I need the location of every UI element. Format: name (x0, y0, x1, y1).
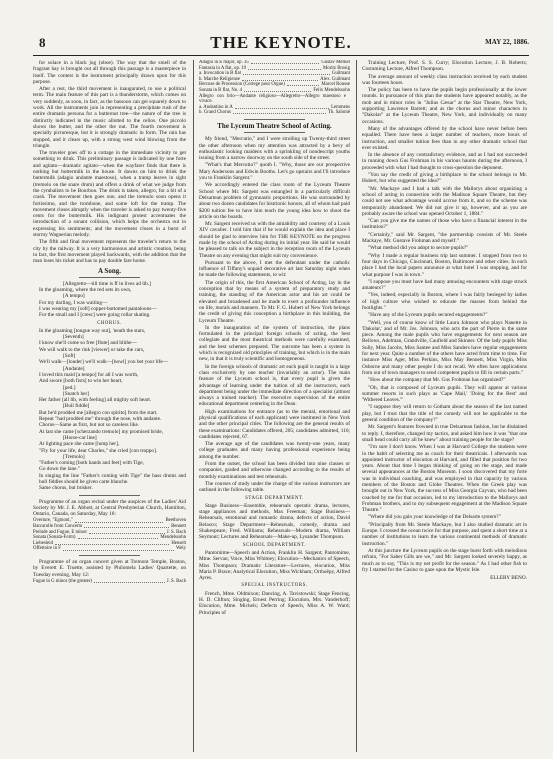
article-title: The Lyceum Theatre School of Acting. (217, 121, 332, 130)
page-number: 8 (39, 35, 46, 50)
program-piece: a. Invocation in B flat (199, 71, 241, 77)
program-piece: Fantasia in A flat, op. 19 (199, 65, 247, 71)
chorus-label: CHORUS. (97, 320, 122, 326)
paragraph: The traveler goes off to a cottage in the immediate vicinity to get something to drink. This preliminary passage is indicated by one forte and agitato—dramatic agitato—when the wayfarer finds that there is nothing but buttermilk in the house. It dawns on him to drink the buttermilk (adagio andante maestoso), when a tramp leaves in sight (tremolo on the snare drum) and offers a drink of what we judge from the cymbalists to be Bourbon. The drink is taken, allegro, for a bit of a crash. The movement then goes one, and the tremolo soon opens it fortissimo, and the trombone, and some loft for the tramp. The movement closes abruptly when the traveler is asked to pay twenty-five cents for the buttermilk. His indignant protest accentuates the introduction of a sonant collision, which helps the orchestra out in expressing his sentiments; and the movement closes in a burst of stormy Wagnerian melody. (33, 150, 186, 239)
paragraph: The fifth and final movement represents the traveler's return to the city by the railway. It is a very harmonious and artistic creation, being in fact, the first movement played backwards, with the addition that the man loses his ticket and has to pay double fare home. (33, 239, 186, 265)
leader-dots (242, 77, 318, 81)
paragraph: From the outset, the school has been divided into nine classes or companies, graded and otherwise changed according to the results of monthly examinations and test rehearsals. (199, 461, 350, 480)
paragraph: "You say the credit of giving a birthplace to the school belongs to Mr. Hubert, but who suggested the idea?" (362, 172, 527, 185)
program-composer: Henselt (171, 540, 186, 546)
paragraph: Training Lecture, Prof. S. S. Curry; Elocution Lecture, J. B. Roberts; Costuming Lecture, Alfred Thompson. (362, 60, 527, 73)
verse-line: I loved this maid [a tempo] for all I was worth, (39, 371, 139, 378)
verse-line: [Andante] (63, 365, 85, 372)
leader-dots (287, 82, 320, 86)
leader-dots (94, 579, 165, 583)
masthead: THE KEYNOTE. (210, 33, 352, 52)
paragraph: We accordingly entered the class room of the Lyceum Theatre School where Mr. Sargent was entangled in a particularly difficult Delsartean problem of gymnastic proportions. He was surrounded by about two dozen candidates for histrionic honors, all of whom had paid $200 tuition fee to have him teach the young idea how to shoot the article on the boards. (199, 182, 350, 220)
verse-line: In the gloaming, where the red sets its own, (39, 287, 132, 294)
paragraph: for solace in a black jug (oboe). The way that the smell of the fragrant hay is brought out all through this passage is a masterpiece in itself. The contest is the instrument principally drawn upon for this purpose. (33, 60, 186, 85)
verse-line: I know she'll come so free [flute] and blithe— (39, 340, 137, 347)
paragraph: After a rest, the third movement is inaugurated, to use a political term. The main feature of this part is a thunderstorm, which comes on very suddenly, as soon, in fact, as the bassoon can get squarely down to work. All the instruments join in representing a precipitate rush of the entire dramatis persona for a butternut tree—the nature of the tree is distinctly indicated in the music allotted to the cellos. One piccolo shows the butter, and the other the nut. The fourth movement is specially picturesque, but it is strongly dramatic in form. The rain has stopped, and it clears up, with a strong west wind blowing from the triangle. (33, 86, 186, 149)
paragraph: High examinations for entrance (as to the mental, emotional and physical qualifications of each applicant) were instituted in New York and the other principal cities. The following are the general results of these examinations: Candidates offered, 205; candidates admitted, 110; candidates rejected, 67. (199, 408, 350, 440)
divider (79, 555, 140, 556)
verse-line: We will walk to the rink [viewer] or take the cars, (39, 346, 145, 353)
program-item (33, 579, 186, 585)
issue-date: MAY 22, 1886. (485, 38, 529, 46)
program-composer: Moritz Brosig (322, 65, 350, 71)
program-composer: Beethoven (165, 518, 186, 524)
paragraph: "Principally from Mr. Steele Mackaye, but I also studied dramatic art in Europe. I crossed the ocean twice for that purpose, and spent a short time at a number of institutions to learn the various continental methods of dramatic instruction." (362, 521, 527, 547)
leader-dots (78, 535, 159, 539)
program-piece: Fugue in G minor (the greater) (33, 578, 93, 584)
verse-line: [Seventh] (63, 334, 84, 341)
program-list (33, 518, 186, 552)
verse-line: At lighting pace she came [lump her], (39, 441, 120, 448)
verse-line: For my darling, I was waiting— (39, 299, 108, 306)
paragraph: The origin of this, the first American School of Acting, lay in the conception that by means of a system of preparatory study and training, the standing of the American actor and his art could be elevated and broadened and he made to exert a profounder influence on life, morals and manners. To Mr. F. G. Hubert of New York belongs the credit of giving this conception a birthplace in this building, the Lyceum Theatre. (199, 279, 350, 324)
program-composer: Wely (175, 546, 186, 552)
verse-line: For the small and I [cresc] were going rollar skating. (39, 312, 151, 319)
stage-department-label: STAGE DEPARTMENT. (245, 495, 304, 501)
verse-line: [A tempo] (63, 293, 85, 300)
paragraph: Pursuant to the above, I met the defendant under the catholic influence of Tiffany's unpaid decorative art last Saturday night when he made the following statements, to wit: (199, 259, 350, 279)
verse-line: [Bull fiddle] (63, 403, 90, 410)
intro-paragraphs (33, 60, 186, 265)
paragraph: At this juncture the Lyceum pupils on the stage burst forth with melodious refrain, "For Saber Gills are we," and Mr. Sargent looked severely happy, as much as to say, "This is my net profit for the season." As I had other fish to fry I started for the Casino to gaze upon the Mystic Isle. (362, 547, 527, 573)
paragraph: "Oh, that is composed of Lyceum pupils. They will appear at various summer resorts in such plays as 'Cape Mail,' 'Doing for the Best' and 'Withered Leaves.'" (362, 384, 527, 404)
paragraph: Mr. Sargent's features frowned in true Delsartean fashion, but he disdained to reply. I, therefore, changed my tactics, and asked him how it was "that one small head could carry all he knew" about training people for the stage? (362, 424, 527, 443)
program-composer: Bennett (171, 524, 186, 530)
column-2 (199, 60, 350, 750)
article-paragraphs (199, 136, 350, 493)
verse-line: I was wearing my [soft] copper-bottomed pantaloons— (39, 305, 157, 312)
program-composer: Alex. Guilmant (320, 76, 350, 82)
verse-line: We'll walk—[louder] we'll walk—[howl] you bet your life— (39, 359, 169, 366)
author-signature: ELLERY BENO. (490, 575, 527, 582)
paragraph: "Yes, indeed, especially in Boston, where I was fairly besieged by ladies of high culture who wished to educate the masses from behind the footlights." (362, 292, 527, 311)
special-instructors-label: SPECIAL INSTRUCTORS. (241, 583, 308, 589)
verse-line: In the gloaming [tongue way out], 'neath the stars, (39, 327, 146, 334)
leader-dots (235, 105, 329, 109)
paragraph: "Why I made a regular business trip last summer. I stopped from two to four days in Chicago, Cincinnati, Boston, Baltimore and other cities. In each place I had the local papers announce at what hotel I was stopping, and for what purpose I was in town." (362, 252, 527, 278)
paragraph: The average amount of weekly class instruction received by each student was fourteen hours. (362, 73, 527, 86)
verse-line: "Father's coming [both hands and feet] with Tige, (39, 460, 144, 467)
program-continued (199, 60, 350, 116)
paragraph: "I'm sure I don't know. When I was at Harvard College the students were in the habit of selecting me as coach for their theatricals. I afterwards was appointed instructor of elocution at Harvard, and filled that position for two years. About that time I began thinking of going on the stage, and made several appearances at the Boston Museum. I soon discovered that my forte was in individual coaching, and was employed in that capacity by various members of the Boston and Globe Theatres. When the Greek play was brought out in New York, the success of Miss Georgia Cayvan, who had been coached by me for that occasion, led to my introduction to the Mallorys and Frohman brothers, and to my subsequent engagement at the Madison Square Theatre." (362, 444, 527, 514)
program-piece: a. Andantino in A (199, 104, 233, 110)
leader-dots (248, 66, 321, 70)
program-composer: Lemmens (331, 104, 350, 110)
paragraph: "Can you give me the names of those who have a financial interest in the institution?" (362, 218, 527, 231)
paragraph: My friend, "Mercutio," and I were strolling up Twenty-third street the other afternoon when my attention was attracted by a bevy of enthusiastic looking maidens with a sprinkling of nondescript youths issuing from a narrow doorway on the south side of the street. (199, 136, 350, 162)
paragraph: "Mr. Mackaye and I had a talk with the Mallorys about organizing a school of acting in connection with the Madison Square Theatre, but they could not see what advantage would accrue from it, and so the scheme was temporarily abandoned. We did not give it up, however, and as you are probably aware the school was opened October 1, 1884." (362, 185, 527, 217)
paragraph: In the absence of any contradictory evidence, and as I had not succeeded in running down Gus Frohman in his various haunts during the afternoon, I proceeded with what I had thought to cross-question the deponent. (362, 152, 527, 171)
program-item (199, 94, 350, 105)
program-composer: Guilmant (331, 71, 350, 77)
paragraph: The average age of the candidates was twenty-one years, many college graduates and many having professional experience being among the number. (199, 441, 350, 460)
special-instructors-text: French, Mme. Oldmixon; Dancing, A. Tavistowski; Stage Fencing, H. D. Clifton; Singing, Ernest Perring; Elocution, Mrs. Vanderhoff; Elocution, Mme. Michels; Defects of Speech, Miss A. W. Ward; Principles of (199, 590, 350, 616)
program-piece: Adagio in E major, op. 35 (199, 60, 249, 65)
leader-dots (244, 88, 311, 92)
song-title: A Song. (98, 266, 121, 275)
song-lines (33, 281, 186, 319)
verse-line: [Snatch her] (63, 390, 90, 397)
paragraph: In the inauguration of the system of instruction, the plans formulated in the principal foreign schools of acting, the best collegiate and the most theatrical methods were carefully examined, and the best schemes prepared. The outcome has been a system in which is recognized old principles of training, but which is in the main new, in that it is truly scientific and homogeneous. (199, 324, 350, 363)
column-rule (356, 60, 357, 752)
program-piece: Liebesleid (33, 540, 53, 546)
verse-line: "Fly for your life, dear Charles," she cried [con troppo]. (39, 447, 158, 454)
program2-list (33, 579, 186, 585)
program-piece: Allegro con brio—Andante religioso—Allegretto—Allegro maestoso e vivace. (199, 93, 346, 105)
paragraph: "I suppose you must have had many amusing encounters with stage struck amateurs?" (362, 278, 527, 292)
school-department-label: SCHOOL DEPARTMENT. (242, 542, 307, 548)
article-continued (362, 60, 527, 573)
verse-line: [Soft] (63, 353, 76, 360)
divider (79, 277, 140, 278)
paragraph: "What method did you adopt to secure pupils?" (368, 245, 469, 252)
leader-dots (233, 110, 326, 114)
program-piece: b. Marche Religieuse (199, 76, 240, 82)
paragraph: "Well, you of course know of little Laura Johnson who plays Nanette in 'Dakolar,' and of Mr. Jos. Johnson, who acts the part of Pierre in the same piece. Among the male pupils who have engagements for next season are Bellows, Adelman, Grandville, Caufield and Skinner. Of the lady pupils Miss Sully, Miss Jacobs, Miss Santee and Miss Sanders have regular engagements for next year. Quite a number of the others have acted from time to time. For instance Miss Ager, Miss Perkins, Miss May Bennett, Miss Virgin, Miss Osborne and many other people I do not recall. We often have applications from out of town managers to send competent pupils to fill in certain parts." (362, 319, 527, 376)
program2-intro: Programme of an organ concert given at Tremont Temple, Boston, by Everett E. Truette, assisted by Philomela Ladies' Quartette, on Tuesday evening, May 12: (33, 559, 186, 578)
column-3 (362, 60, 527, 750)
paragraph: In the foreign schools of dramatic art each pupil is taught in a large class exclusively by one teacher (invariably an actor). The main feature of the Lyceum school is, that every pupil is given the advantage of learning under the tuition of all the instructors, each department being under the immediate direction of a specialist (almost always a trained teacher). The executive supervision of the entire educational department centering in the Dean. (199, 363, 350, 408)
leader-dots (55, 541, 169, 545)
program-piece: Sonata in B flat, No. 4 (199, 87, 243, 93)
program-intro: Programme of an organ recital under the auspices of the Ladies' Aid Society by Mr. J. E. Abbott, at Central Presbyterian Church, Hamilton, Ontario, Canada, on Saturday, May 16: (33, 498, 186, 518)
verse-line: In singing the line "Father's coming with Tige" the bass drums and bull fiddles should be given carte blanche. (39, 472, 186, 485)
verse-line: [Horse-car line] (63, 434, 97, 441)
program-piece: Sonata (Sonata-Form) (33, 535, 76, 541)
page-header (33, 33, 529, 56)
verse-line: At last she came [scherzando tremolo] my promised bride, (39, 428, 163, 435)
leader-dots (251, 60, 320, 64)
verse-line: And swore [both fists] to win her heart, (39, 378, 123, 385)
divider (244, 119, 304, 120)
paragraph: "How about the company that Mr. Gus Frohman has organized?" (368, 377, 506, 384)
verse-line: Her father [all lib, with feeling] all mighty soft heart. (39, 397, 152, 404)
chorus-lines (33, 328, 186, 492)
program-composer: J. S. Bach (166, 578, 186, 584)
paragraph: Mr. Sargent received us with the amiability and courtesy of a Louis XIV cavalier. I told him that if he would explain the idea and place I should be glad to interview him for THE KEYNOTE on the progress made by the school of Acting during its initial year. He said he would be pleased to talk on the subject in the reception room of the Lyceum Theatre on any evening that might suit my convenience. (199, 221, 350, 259)
program-item (199, 110, 350, 116)
program-composer: Gustav Merkel (321, 60, 350, 65)
paragraph: "I suppose they will return to Gotham about the season of the last named play, but I trust that the title of the comedy will not be applicable to the general condition of the company?" (362, 404, 527, 424)
column-rule (193, 60, 194, 752)
paragraph: "Have any of the Lyceum pupils secured engagements?" (368, 312, 488, 319)
leader-dots (63, 546, 174, 550)
verse-line: Repeat "had prodded me" through the nose, with andante. (39, 416, 162, 423)
program-piece: Bercuse de Procession (Cortege pour Orgue) (199, 82, 285, 88)
school-department-text: Pantomime—Speech and Action, Franklin H. Sargent; Pantomime, Mme. Servan; Voice, Miss Whitney; Elocution—Mechanics of Speech, Miss Thompson; Dramatic Literature—Lectures, elocution, Miss Maria P. Brace; Analytical Elocution, Miss Wickham; Orthoëpy, Alfred Ayres. (199, 549, 350, 582)
verse-line: But he'd prodded me [allegro con spirito] from the start. (39, 409, 158, 416)
stage-department-text: Stage Business—Ensemble, rehearsals operatic drama, lectures, stage appliances and methods, Max Freeman; Stage Business—Rehearsals, emotional and romantic drama, defects of action, David Belasco; Stage Department—Rehearsals, comedy, drama and Shakespeare, Fred. Williams; Rehearsals—Modern drama, William Seymour; Lectures and Rehearsals—Make-up, Lysander Thompson. (199, 502, 350, 541)
paragraph: Many of the advantages offered by the school have never before been equalled. There have been a larger number of teachers, more hours of instruction, and smaller tuition fees than in any other dramatic school that ever existed. (362, 125, 527, 151)
program-composer: Felix Mendelssohn (313, 87, 350, 93)
program-piece: Overture, "Egmont," (33, 518, 73, 524)
divider (79, 495, 140, 496)
paragraph: "Where did you gain your knowledge of the Delsarte system?" (368, 514, 501, 521)
program-composer: Marcel Rousse (321, 82, 350, 88)
program-composer: Th. Salomé (327, 110, 350, 116)
program-composer: Mendelssohn (160, 535, 186, 541)
program-piece: Offertoire in F (33, 546, 61, 552)
verse-line: [Tremolo] (63, 453, 85, 460)
program-piece: Barcarolle from Concerto (33, 524, 83, 530)
column-1 (33, 60, 186, 750)
verse-line: [ped.] (63, 384, 76, 391)
leader-dots (84, 524, 169, 528)
paragraph: The policy has been to have the pupils begin professionally at the lower rounds. In pursuance of this plan the students have appeared notably, as the mob and in minor roles in "Julius Cæsar" at the Star Theatre, New York, supporting Lawrence Barrett; and as the chorus and minor characters in "Dakolar" at the Lyceum Theatre, New York, and individually on many occasions. (362, 87, 527, 125)
paragraph: "Certainly," said Mr. Sargent, "the partnership consists of Mr. Steele Mackaye, Mr. Gustave Frohman and myself." (362, 231, 527, 245)
verse-line: Chorus—Same as first, but not so careless like. (39, 422, 140, 429)
verse-line: [Allegretto—till time is ff in lives ad lib.] (63, 280, 151, 287)
leader-dots (75, 518, 164, 522)
verse-line: Same chorus, but brisker. (39, 485, 93, 492)
program-item (33, 546, 186, 552)
paragraph: The courses of study under the charge of the various instructors are outlined in the following table. (199, 480, 350, 494)
program-piece: b. Grand Chorus (199, 110, 231, 116)
leader-dots (243, 71, 330, 75)
divider (244, 132, 304, 133)
program-composer: J. S. Bach (166, 529, 186, 535)
verse-line: Go down the lane." (39, 466, 80, 473)
program-piece: Prelude and Fugue, E minor (33, 529, 87, 535)
paragraph: "What's that Mercutio?" quoth I. "Why, those are our prospective Mary Andersons and Edwin Booths. Let's go upstairs and I'll introduce you to Franklin Sargent." (199, 162, 350, 182)
leader-dots (89, 530, 165, 534)
